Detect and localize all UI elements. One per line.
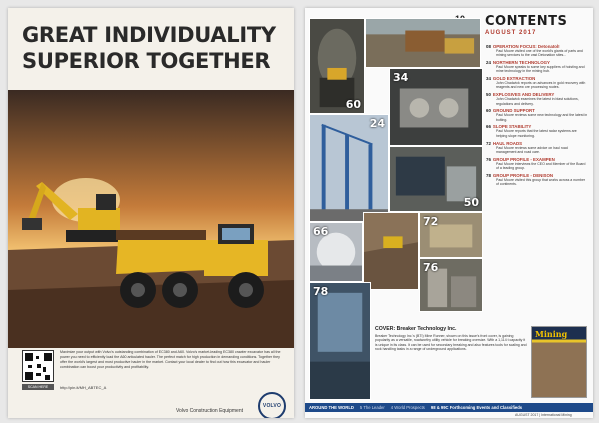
qr-code[interactable]	[22, 350, 54, 382]
toc-title: GOLD EXTRACTION	[492, 76, 536, 82]
cover-label: COVER: Breaker Technology Inc.	[375, 326, 457, 332]
photo-mine-site	[365, 18, 481, 68]
photo-radar	[309, 222, 363, 282]
photo-number: 66	[313, 225, 329, 238]
photo-number: 60	[345, 98, 361, 111]
photo-haul-road	[363, 212, 419, 290]
advert-page	[8, 8, 294, 418]
toc-item[interactable]	[486, 76, 588, 90]
photo-processing-plant	[419, 258, 483, 312]
toc-page: 78	[486, 172, 491, 178]
page-footer-note: AUGUST 2017 | International Mining	[515, 413, 572, 417]
toc-title: GROUP PROFILE - EXAMPEN	[492, 156, 555, 162]
toc-page: 24	[486, 60, 491, 66]
toc-item[interactable]	[486, 60, 588, 74]
toc-desc: Paul Moore interviews the CEO and Member of the Board of a leading group.	[496, 161, 586, 170]
toc-page: 50	[486, 92, 491, 98]
toc-item[interactable]	[486, 124, 588, 138]
toc-item[interactable]	[486, 173, 588, 187]
photo-number: 78	[313, 285, 329, 298]
toc-item[interactable]	[486, 92, 588, 106]
footer-around-the-world[interactable]: AROUND THE WORLD	[309, 405, 354, 410]
toc-title: EXPLOSIVES AND DELIVERY	[492, 92, 555, 98]
toc-page: 08	[486, 44, 491, 49]
footer-the-leader[interactable]: 5 The Leader	[359, 405, 385, 410]
photo-number: 72	[423, 215, 439, 228]
toc-desc: Paul Moore speaks to some key suppliers of hoisting and mine technology in the mining hub.	[496, 65, 585, 74]
toc-page: 60	[486, 108, 491, 114]
photo-number: 50	[463, 196, 479, 209]
toc-item[interactable]	[486, 157, 588, 171]
contents-page	[305, 8, 593, 418]
magazine-cover-thumbnail[interactable]	[531, 326, 587, 398]
ad-headline	[22, 22, 276, 74]
ad-headline-line2: SUPERIOR TOGETHER	[22, 49, 271, 73]
photo-number: 34	[393, 71, 409, 84]
section-footer-bar	[305, 403, 593, 412]
toc-title: NORTHERN TECHNOLOGY	[492, 60, 550, 66]
toc-page: 76	[486, 156, 491, 162]
photo-number: 24	[369, 117, 385, 130]
toc-desc: Paul Moore visited this group that works across a number of continents.	[496, 177, 586, 187]
photo-headframe	[309, 114, 389, 222]
cover-story	[375, 326, 527, 398]
toc-title: OPERATION FOCUS: Detonatol!	[492, 44, 560, 49]
toc-desc: Paul Moore reviews some advice on haul road management and road care.	[496, 145, 568, 154]
toc-desc: John Chadwick reports on advances in gold recovery with reagents and new ore processing routes.	[496, 81, 586, 90]
photo-equipment	[419, 212, 483, 258]
page-title: CONTENTS	[485, 14, 568, 29]
excavator-hauler-photo	[8, 90, 294, 348]
photo-machinery	[389, 68, 483, 146]
qr-label: SCAN HERE	[22, 384, 54, 390]
ad-short-url[interactable]: http://pin.it/MH_ABTEC_A	[60, 385, 107, 390]
photo-blasting	[389, 146, 483, 212]
table-of-contents	[486, 44, 588, 189]
photo-underground-tunnel	[309, 18, 365, 114]
ad-body-text: Maximize your output with Volvo's outstanding combination of EC380 and A60. Volvo's market-leading EC380 crawler excavator has all the power you need to efficiently load the A60 articulated hauler. The perfect match for high production in demanding conditions. Together they offer the world's largest and most productive hauler in the market. Contact your local dealer to find out how this excavator and hauler combination can boost your productivity and profitability.	[60, 350, 281, 369]
toc-item[interactable]	[486, 44, 588, 58]
photo-number: 76	[423, 261, 439, 274]
footer-events-classifieds[interactable]: 98 & 99C Forthcoming Events and Classifieds	[430, 405, 523, 410]
toc-title: GROUP PROFILE - DENISON	[492, 172, 554, 178]
toc-desc: Paul Moore reports that the latest radar systems are helping slope monitoring.	[496, 129, 577, 138]
issue-date: AUGUST 2017	[485, 30, 537, 36]
toc-item[interactable]	[486, 108, 588, 122]
magazine-title: Mining	[535, 329, 568, 339]
volvo-logo: VOLVO	[258, 392, 286, 418]
toc-title: SLOPE STABILITY	[492, 124, 532, 130]
toc-item[interactable]	[486, 141, 588, 155]
toc-desc: John Chadwick examines the latest in blast solutions, regulations and delivery.	[496, 97, 579, 106]
toc-desc: Paul Moore reviews some new technology and the latest in bolting.	[496, 113, 588, 122]
toc-desc: Paul Moore visited one of the world's giants of parts and mining services to the vast Detonation sites...	[496, 49, 583, 58]
photo-industrial-hall	[309, 282, 371, 400]
toc-title: GROUND SUPPORT	[492, 108, 535, 114]
toc-title: HAUL ROADS	[492, 140, 523, 146]
cover-text: Breaker Technology Inc.'s (BTI) Mine Runner, shown on this issue's front cover, is gaining popularity as a versatile, roadworthy utility vehicle for breaking oversize. With a 1,114 t capacity it is unique in its class. It can be used for secondary breaking and also features tools for scaling and rock handling tasks in a range of underground applications.	[375, 334, 527, 352]
toc-page: 72	[486, 140, 491, 146]
toc-page: 34	[486, 76, 491, 82]
brand-text: Volvo Construction Equipment	[176, 408, 243, 414]
toc-page: 66	[486, 124, 491, 130]
ad-headline-line1: GREAT INDIVIDUALITY	[22, 23, 276, 47]
footer-world-prospects[interactable]: 4 World Prospects	[390, 405, 425, 410]
